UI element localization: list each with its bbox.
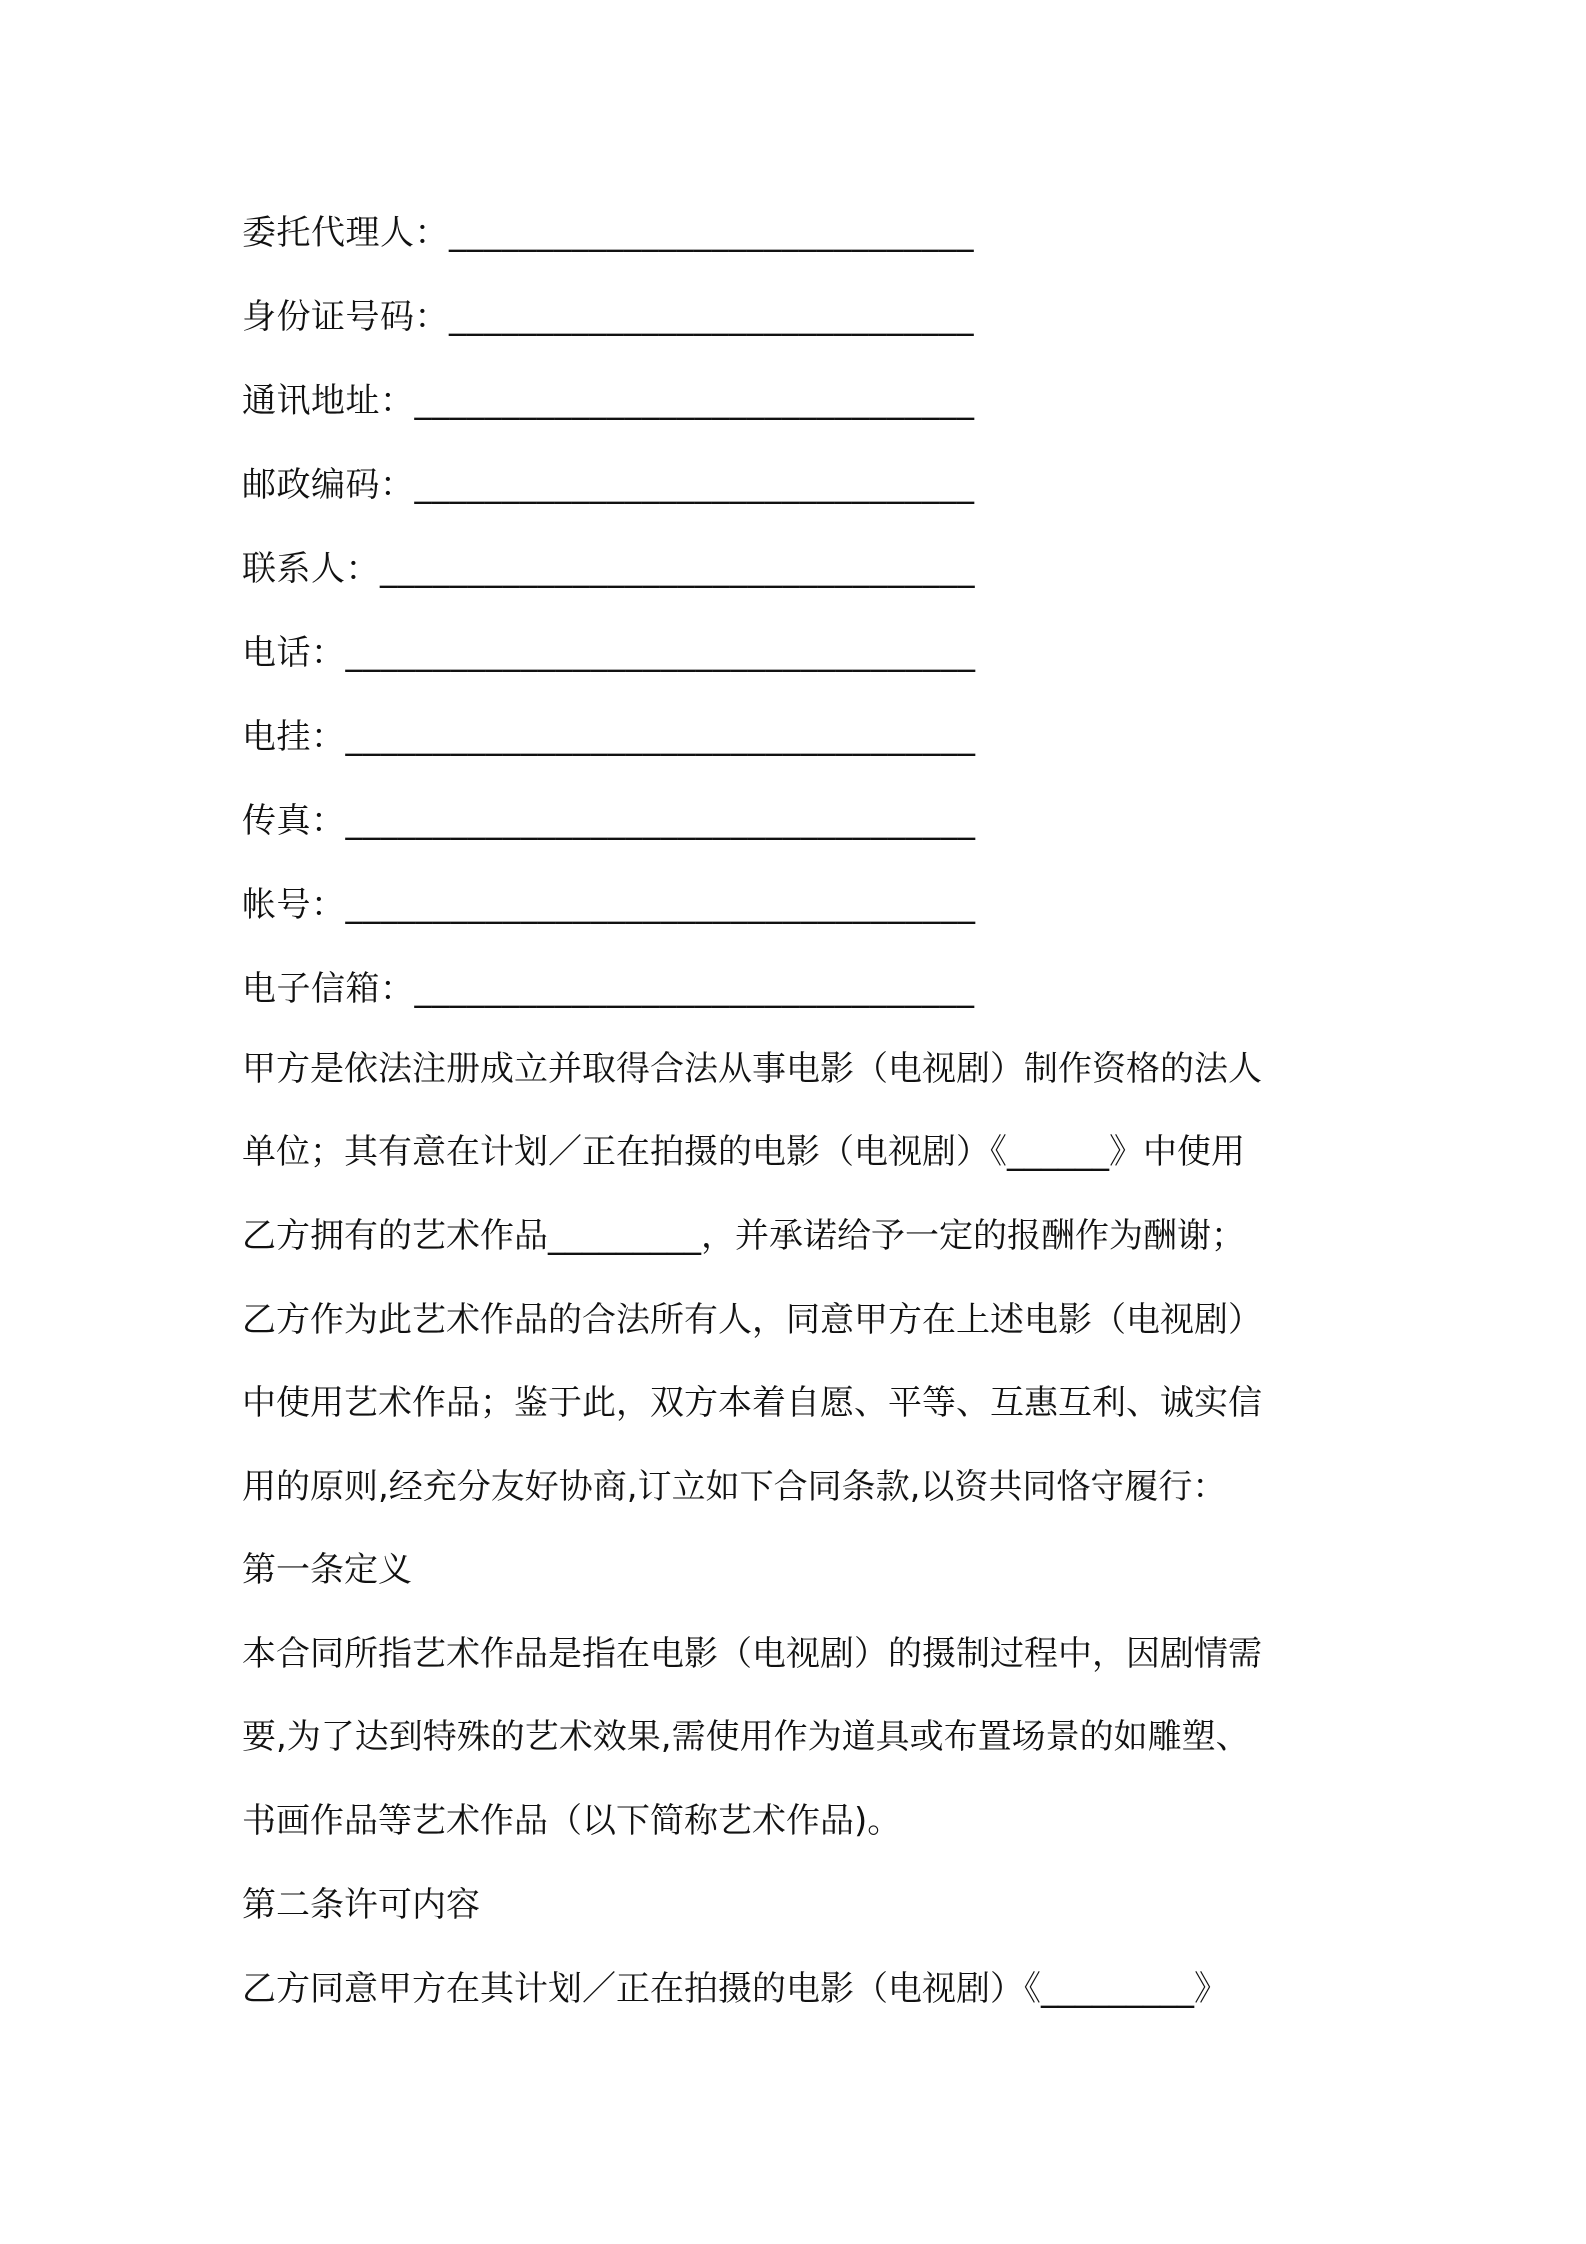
field-agent: 委托代理人：______________________________	[242, 213, 974, 253]
field-account: 帐号：____________________________________	[242, 885, 976, 925]
article-1-line: 要,为了达到特殊的艺术效果,需使用作为道具或布置场景的如雕塑、	[242, 1717, 1250, 1757]
field-fax: 传真：____________________________________	[242, 801, 976, 841]
preamble-line: 单位；其有意在计划／正在拍摄的电影（电视剧）《______》中使用	[242, 1132, 1245, 1172]
field-address: 通讯地址：________________________________	[242, 381, 975, 421]
preamble-line: 甲方是依法注册成立并取得合法从事电影（电视剧）制作资格的法人	[242, 1049, 1262, 1089]
field-postal-code: 邮政编码：________________________________	[242, 465, 975, 505]
preamble-line: 用的原则,经充分友好协商,订立如下合同条款,以资共同恪守履行：	[242, 1467, 1227, 1507]
article-1-heading: 第一条定义	[242, 1550, 412, 1590]
article-1-line: 书画作品等艺术作品（以下简称艺术作品)。	[242, 1801, 902, 1841]
field-email: 电子信箱：________________________________	[242, 969, 975, 1009]
field-telegraph: 电挂：____________________________________	[242, 717, 976, 757]
field-id-number: 身份证号码：______________________________	[242, 297, 974, 337]
article-2-line: 乙方同意甲方在其计划／正在拍摄的电影（电视剧）《_________》	[242, 1969, 1228, 2009]
preamble-line: 中使用艺术作品；鉴于此，双方本着自愿、平等、互惠互利、诚实信	[242, 1383, 1262, 1423]
preamble-line: 乙方拥有的艺术作品_________，并承诺给予一定的报酬作为酬谢；	[242, 1216, 1245, 1256]
preamble-line: 乙方作为此艺术作品的合法所有人，同意甲方在上述电影（电视剧）	[242, 1300, 1262, 1340]
field-contact: 联系人：__________________________________	[242, 549, 975, 589]
article-2-heading: 第二条许可内容	[242, 1885, 480, 1925]
field-phone: 电话：____________________________________	[242, 633, 976, 673]
article-1-line: 本合同所指艺术作品是指在电影（电视剧）的摄制过程中，因剧情需	[242, 1634, 1262, 1674]
